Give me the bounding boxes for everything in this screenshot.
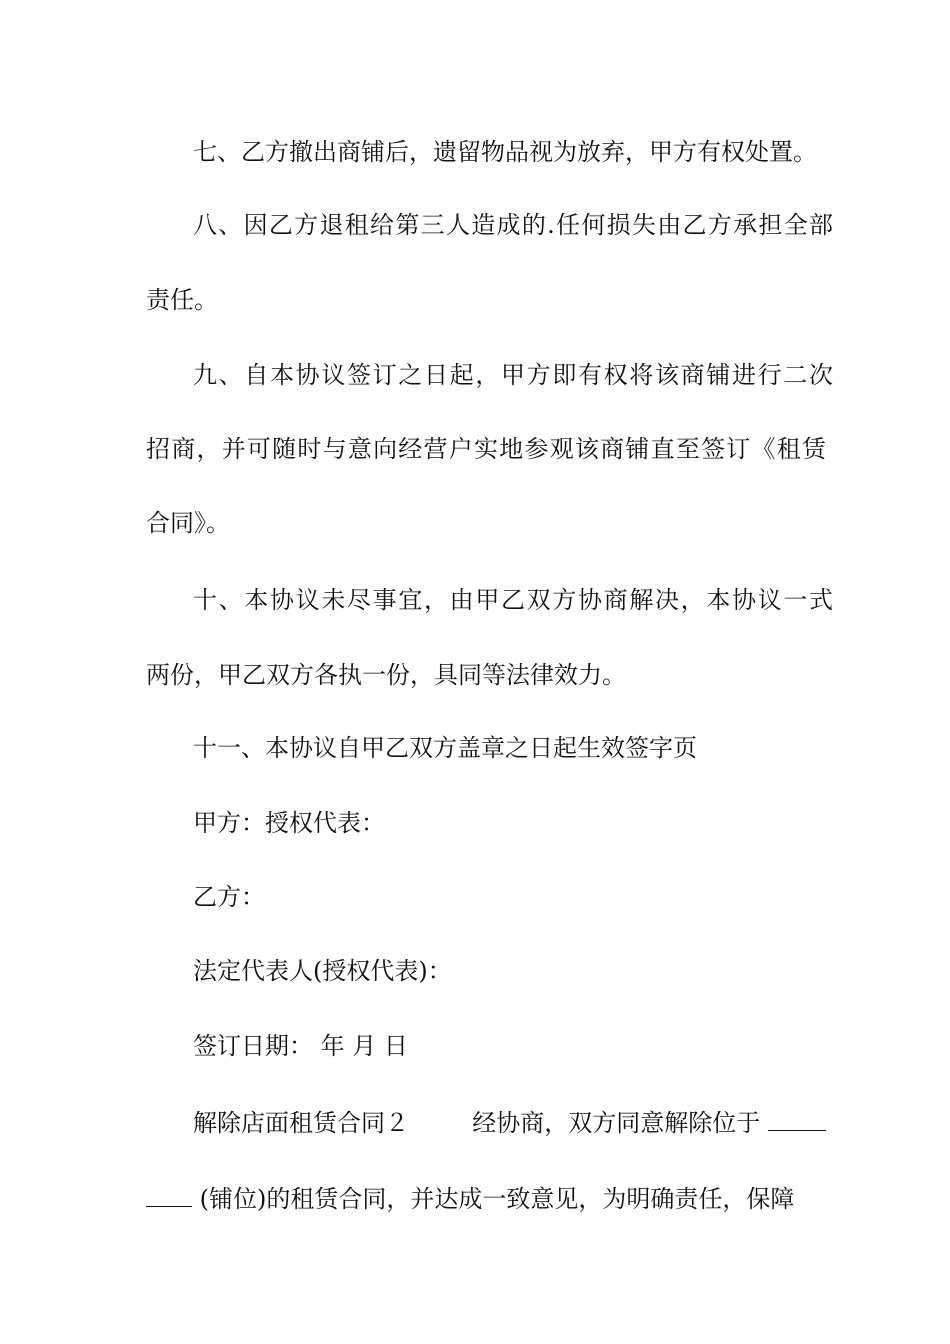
contract-2-line-2 [146, 1178, 826, 1218]
party-b-signature: 乙方： [193, 883, 265, 911]
contract-2-title: 解除店面租赁合同２ [193, 1109, 409, 1137]
clause-10-line-1: 十、本协议未尽事宜，由甲乙双方协商解决，本协议一式 [193, 586, 833, 614]
clause-7: 七、乙方撤出商铺后，遗留物品视为放弃，甲方有权处置。 [193, 138, 817, 166]
location-blank-start [768, 1102, 826, 1131]
clause-9-line-3: 合同》。 [146, 509, 230, 537]
contract-2-text-start: 经协商，双方同意解除位于 [472, 1109, 761, 1137]
clause-8-line-2: 责任。 [146, 286, 218, 314]
party-a-signature: 甲方：授权代表： [193, 809, 385, 837]
contract-2-heading-line [193, 1102, 833, 1142]
contract-2-text-continued: (铺位)的租赁合同，并达成一致意见，为明确责任，保障 [199, 1185, 795, 1213]
clause-9-line-1: 九、自本协议签订之日起，甲方即有权将该商铺进行二次 [193, 361, 833, 389]
signing-date: 签订日期： 年 月 日 [193, 1032, 408, 1060]
clause-10-line-2: 两份，甲乙双方各执一份，具同等法律效力。 [146, 661, 626, 689]
clause-8-line-1: 八、因乙方退租给第三人造成的.任何损失由乙方承担全部 [193, 211, 833, 239]
legal-representative-signature: 法定代表人(授权代表)： [193, 957, 452, 985]
location-blank-end [146, 1178, 192, 1207]
clause-11: 十一、本协议自甲乙双方盖章之日起生效签字页 [193, 734, 697, 762]
clause-9-line-2: 招商，并可随时与意向经营户实地参观该商铺直至签订《租赁 [146, 435, 826, 463]
